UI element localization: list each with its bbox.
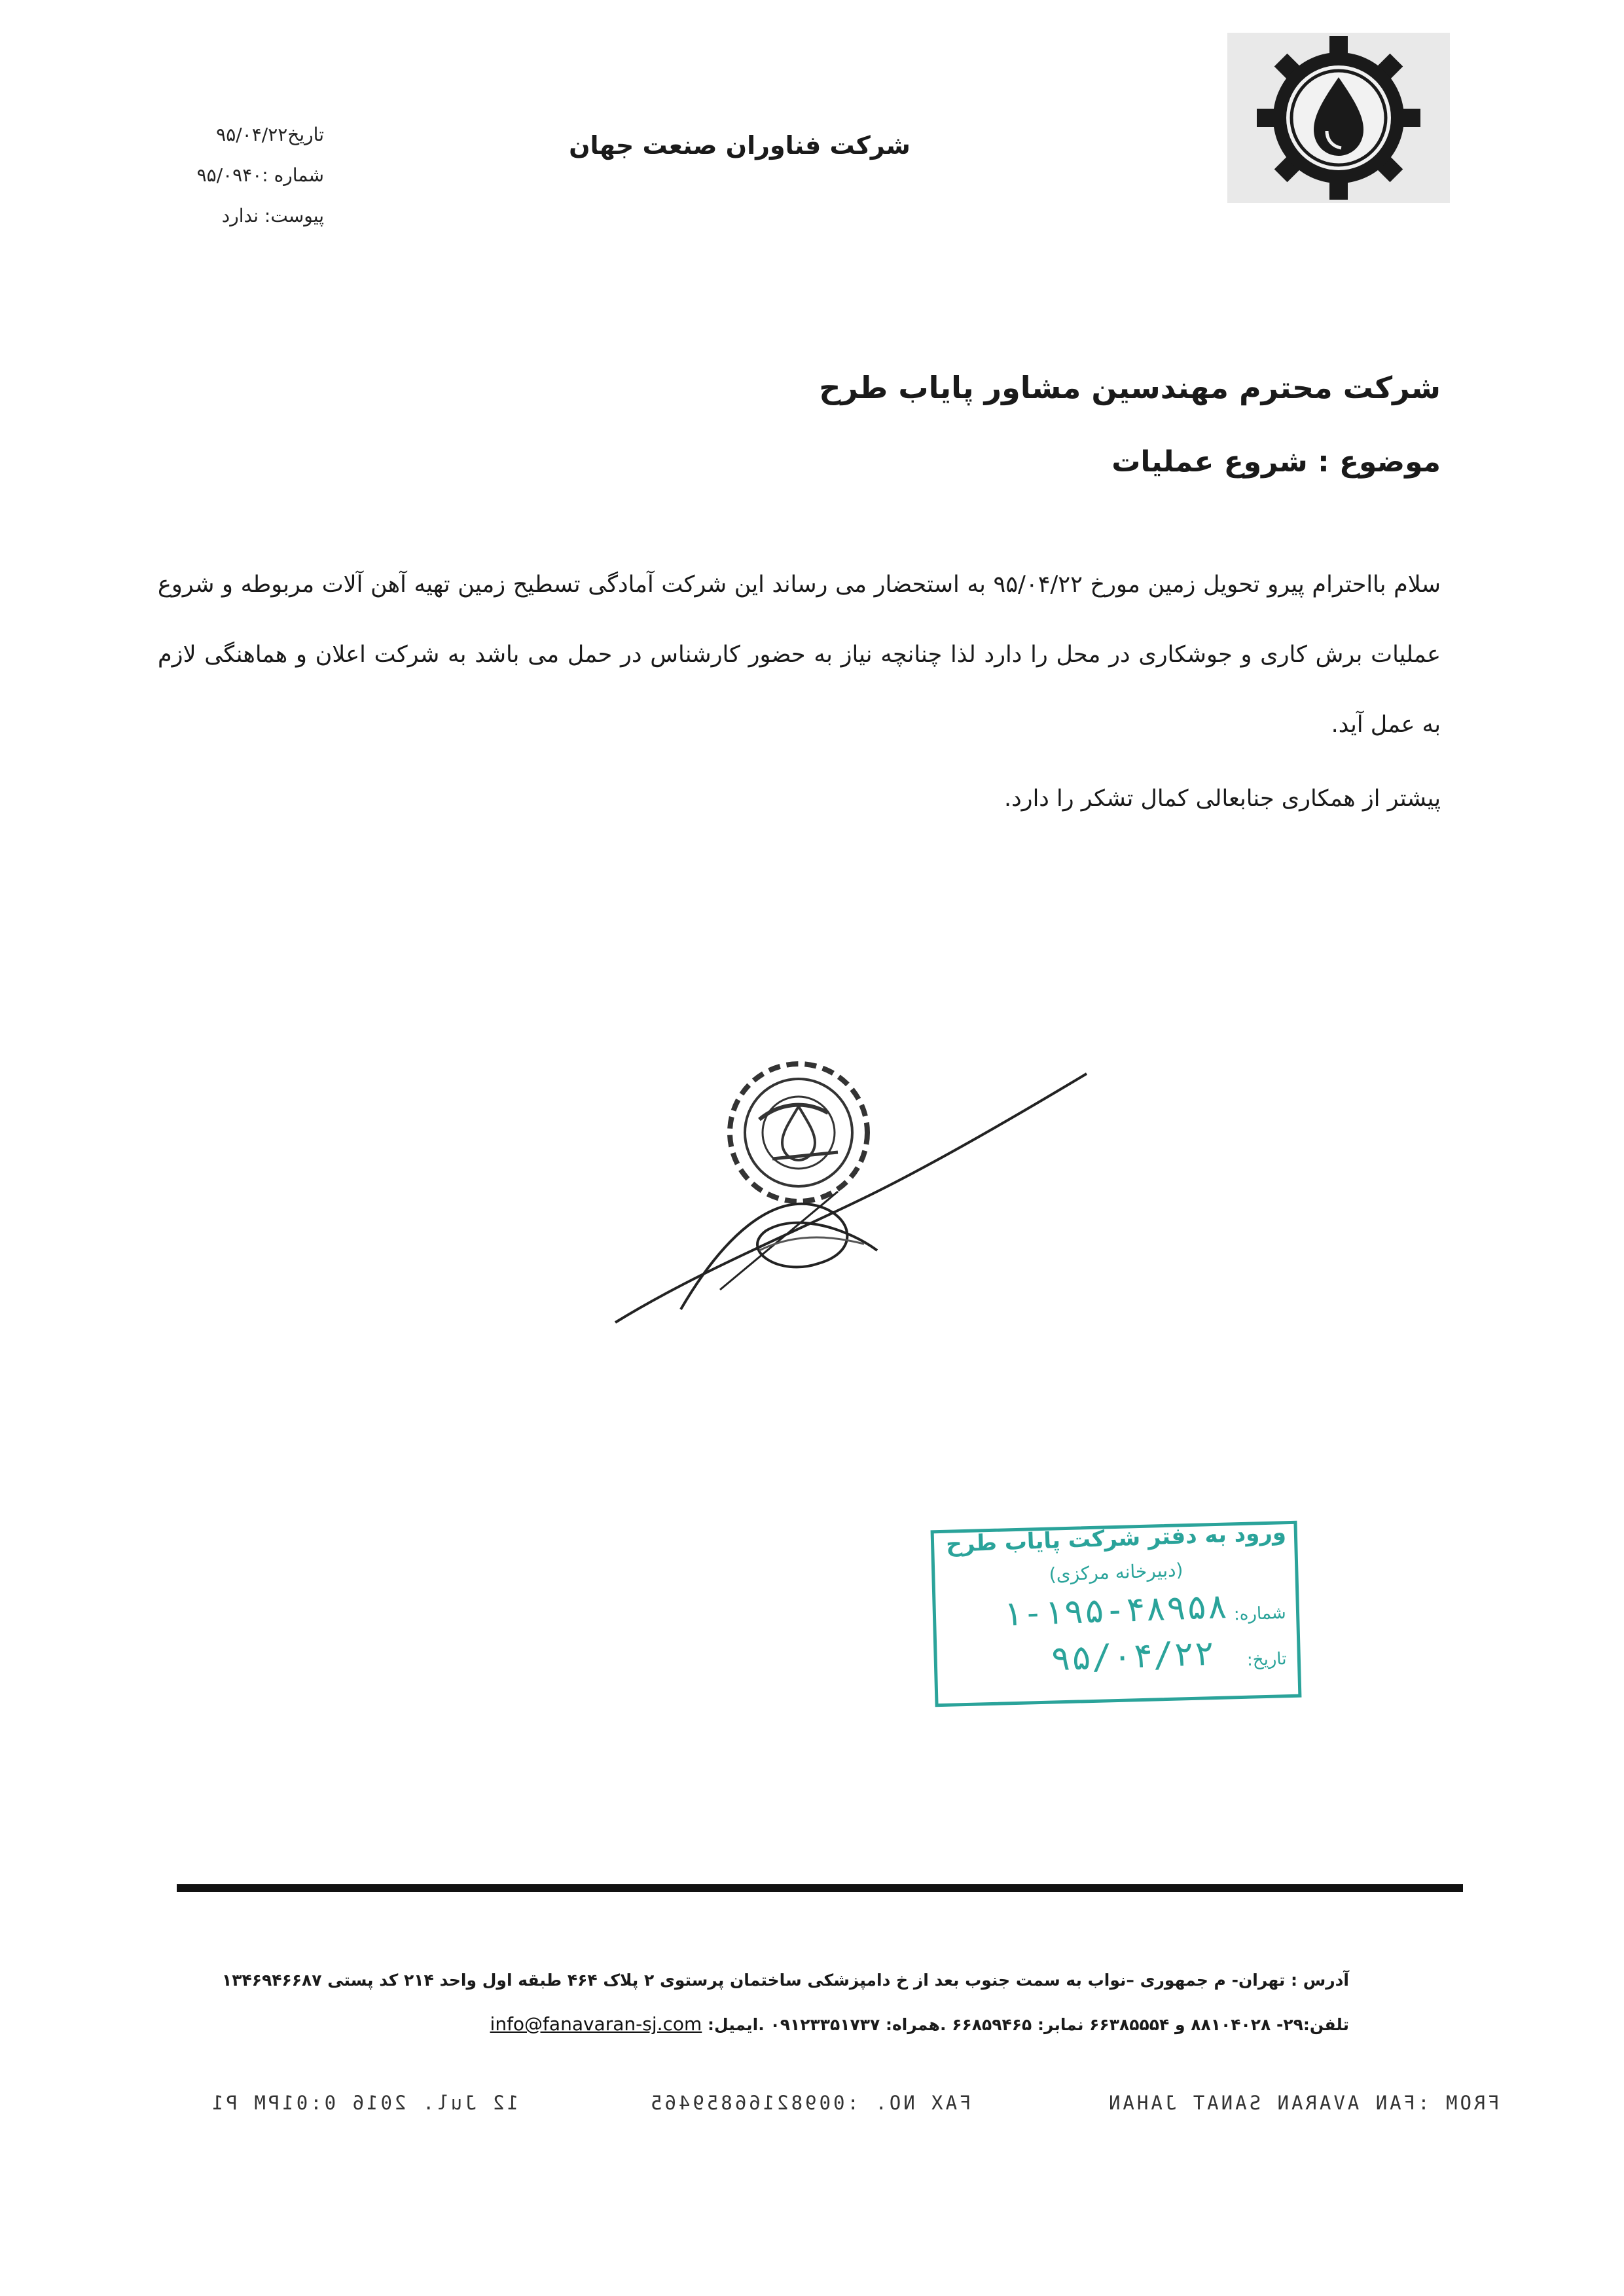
- company-logo: [1227, 33, 1450, 203]
- fax-from: FROM :FAN AVARAN SANAT JAHAN: [1106, 2092, 1500, 2114]
- subject-line: موضوع : شروع عملیات: [1111, 445, 1441, 479]
- gear-oil-drop-logo-icon: [1227, 33, 1450, 203]
- date-line: تاریخ۹۵/۰۴/۲۲: [216, 124, 324, 145]
- stamp-number-label: شماره:: [1233, 1603, 1287, 1625]
- footer-address: آدرس : تهران- م جمهوری –نواب به سمت جنوب بعد از خ دامپزشکی ساختمان پرستوی ۲ پلاک ۴۶۴ طبقه اول واحد ۲۱۴ کد پستی ۱۳۴۶۹۴۶۶۸۷: [221, 1971, 1349, 1990]
- stamp-number-value: ۱-۱۹۵-۴۸۹۵۸: [1001, 1587, 1228, 1634]
- footer-phones: تلفن:۲۹- ۸۸۱۰۴۰۲۸ و ۶۶۳۸۵۵۵۴ نمابر: ۶۶۸۵۹۴۶۵ .همراه: ۰۹۱۲۳۳۵۱۷۳۷ .ایمیل:: [708, 2015, 1349, 2034]
- signature-area: [602, 1034, 1100, 1349]
- closing-line: پیشتر از همکاری جنابعالی کمال تشکر را دارد.: [1003, 786, 1441, 812]
- attachment-line: پیوست: ندارد: [221, 205, 324, 227]
- footer-contacts: [171, 2013, 1349, 2035]
- footer-divider: [177, 1884, 1463, 1892]
- stamp-subtitle: (دبیرخانه مرکزی): [1049, 1559, 1183, 1586]
- fax-number: FAX NO. :00982166859465: [648, 2092, 971, 2114]
- footer-email-link[interactable]: info@fanavaran-sj.com: [490, 2013, 702, 2035]
- stamp-title: ورود به دفتر شرکت پایاب طرح: [945, 1519, 1287, 1558]
- number-line: شماره :۹۵/۰۹۴۰: [196, 164, 324, 186]
- fax-date-time: 12 Jul. 2016 0:01PM P1: [209, 2092, 519, 2114]
- stamp-date-label: تاریخ:: [1246, 1649, 1287, 1671]
- addressee-heading: شرکت محترم مهندسین مشاور پایاب طرح: [819, 370, 1441, 405]
- letter-meta: [154, 115, 324, 236]
- letter-body: [158, 550, 1441, 760]
- body-paragraph: سلام بااحترام پیرو تحویل زمین مورخ ۹۵/۰۴/۲۲ به استحضار می رساند این شرکت آمادگی تسطیح زمین تهیه آهن آلات مربوطه و شروع عملیات برش کاری و جوشکاری در محل را دارد لذا چنانچه نیاز به حضور کارشناس در حمل می باشد به شرکت اعلان و هماهنگی لازم به عمل آید.: [158, 572, 1441, 738]
- received-stamp: [933, 1506, 1299, 1702]
- company-seal-and-signature-icon: [602, 1034, 1100, 1349]
- company-name-heading: شرکت فناوران صنعت جهان: [569, 131, 911, 160]
- stamp-date-value: ۹۵/۰۴/۲۲: [1049, 1633, 1215, 1679]
